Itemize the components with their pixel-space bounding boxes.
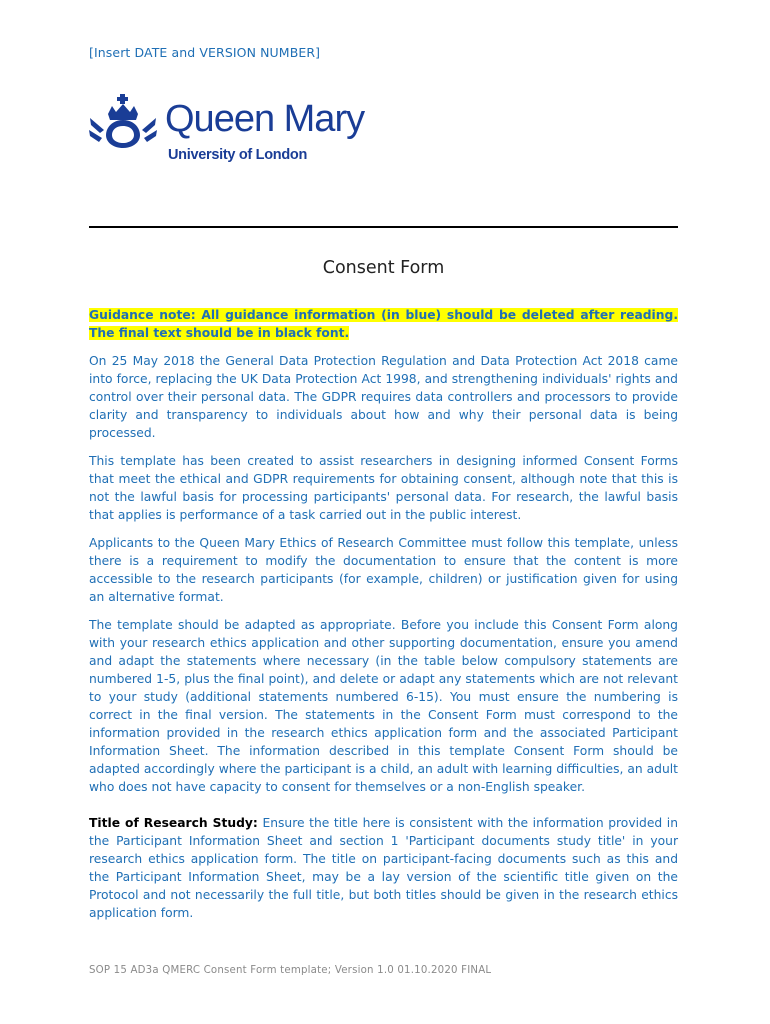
study-title-section xyxy=(89,814,678,922)
crown-crest-icon xyxy=(88,92,158,162)
guidance-note xyxy=(89,306,678,342)
paragraph-applicants: Applicants to the Queen Mary Ethics of Research Committee must follow this template, unless there is a requirement to modify the documentation to ensure that the content is more accessible to the research participants (for example, children) or justification given for using an alternative format. xyxy=(89,536,678,604)
date-version-placeholder: [Insert DATE and VERSION NUMBER] xyxy=(89,45,321,60)
study-title-label: Title of Research Study: xyxy=(89,816,258,830)
page-title: Consent Form xyxy=(322,258,445,278)
study-title-guidance: Ensure the title here is consistent with the information provided in the Participant Information Sheet and section 1 'Participant documents study title' in your research ethics application form. The title on participant-facing documents such as this and the Participant Information Sheet, may be a lay version of the scientific title given on the Protocol and not necessarily the full title, but both titles should be given in the research ethics application form. xyxy=(89,816,679,920)
logo-subtitle: University of London xyxy=(168,147,308,163)
header-divider xyxy=(89,226,678,228)
paragraph-template-purpose: This template has been created to assist researchers in designing informed Consent Forms that meet the ethical and GDPR requirements for obtaining consent, although note that this is not the lawful basis for processing participants' personal data. For research, the lawful basis that applies is performance of a task carried out in the public interest. xyxy=(89,454,678,522)
page-footer: SOP 15 AD3a QMERC Consent Form template; Version 1.0 01.10.2020 FINAL xyxy=(89,965,492,976)
paragraph-adaptation: The template should be adapted as appropriate. Before you include this Consent Form along with your research ethics application and other supporting documentation, ensure you amend and adapt the statements where necessary (in the table below compulsory statements are numbered 1-5, plus the final point), and delete or adapt any statements which are not relevant to your study (additional statements numbered 6-15). You must ensure the numbering is correct in the final version. The statements in the Consent Form must correspond to the information provided in the research ethics application form and the associated Participant Information Sheet. The information described in this template Consent Form should be adapted accordingly where the participant is a child, an adult with learning difficulties, an adult who does not have capacity to consent for themselves or a non-English speaker. xyxy=(89,618,678,794)
paragraph-gdpr: On 25 May 2018 the General Data Protection Regulation and Data Protection Act 2018 came into force, replacing the UK Data Protection Act 1998, and strengthening individuals' rights and control over their personal data. The GDPR requires data controllers and processors to provide clarity and transparency to individuals about how and why their personal data is being processed. xyxy=(89,354,678,440)
logo-name: Queen Mary xyxy=(165,98,365,140)
document-body xyxy=(89,306,678,932)
guidance-note-text: Guidance note: All guidance information (in blue) should be deleted after reading. The final text should be in black font. xyxy=(89,308,678,340)
queen-mary-logo xyxy=(88,92,368,172)
